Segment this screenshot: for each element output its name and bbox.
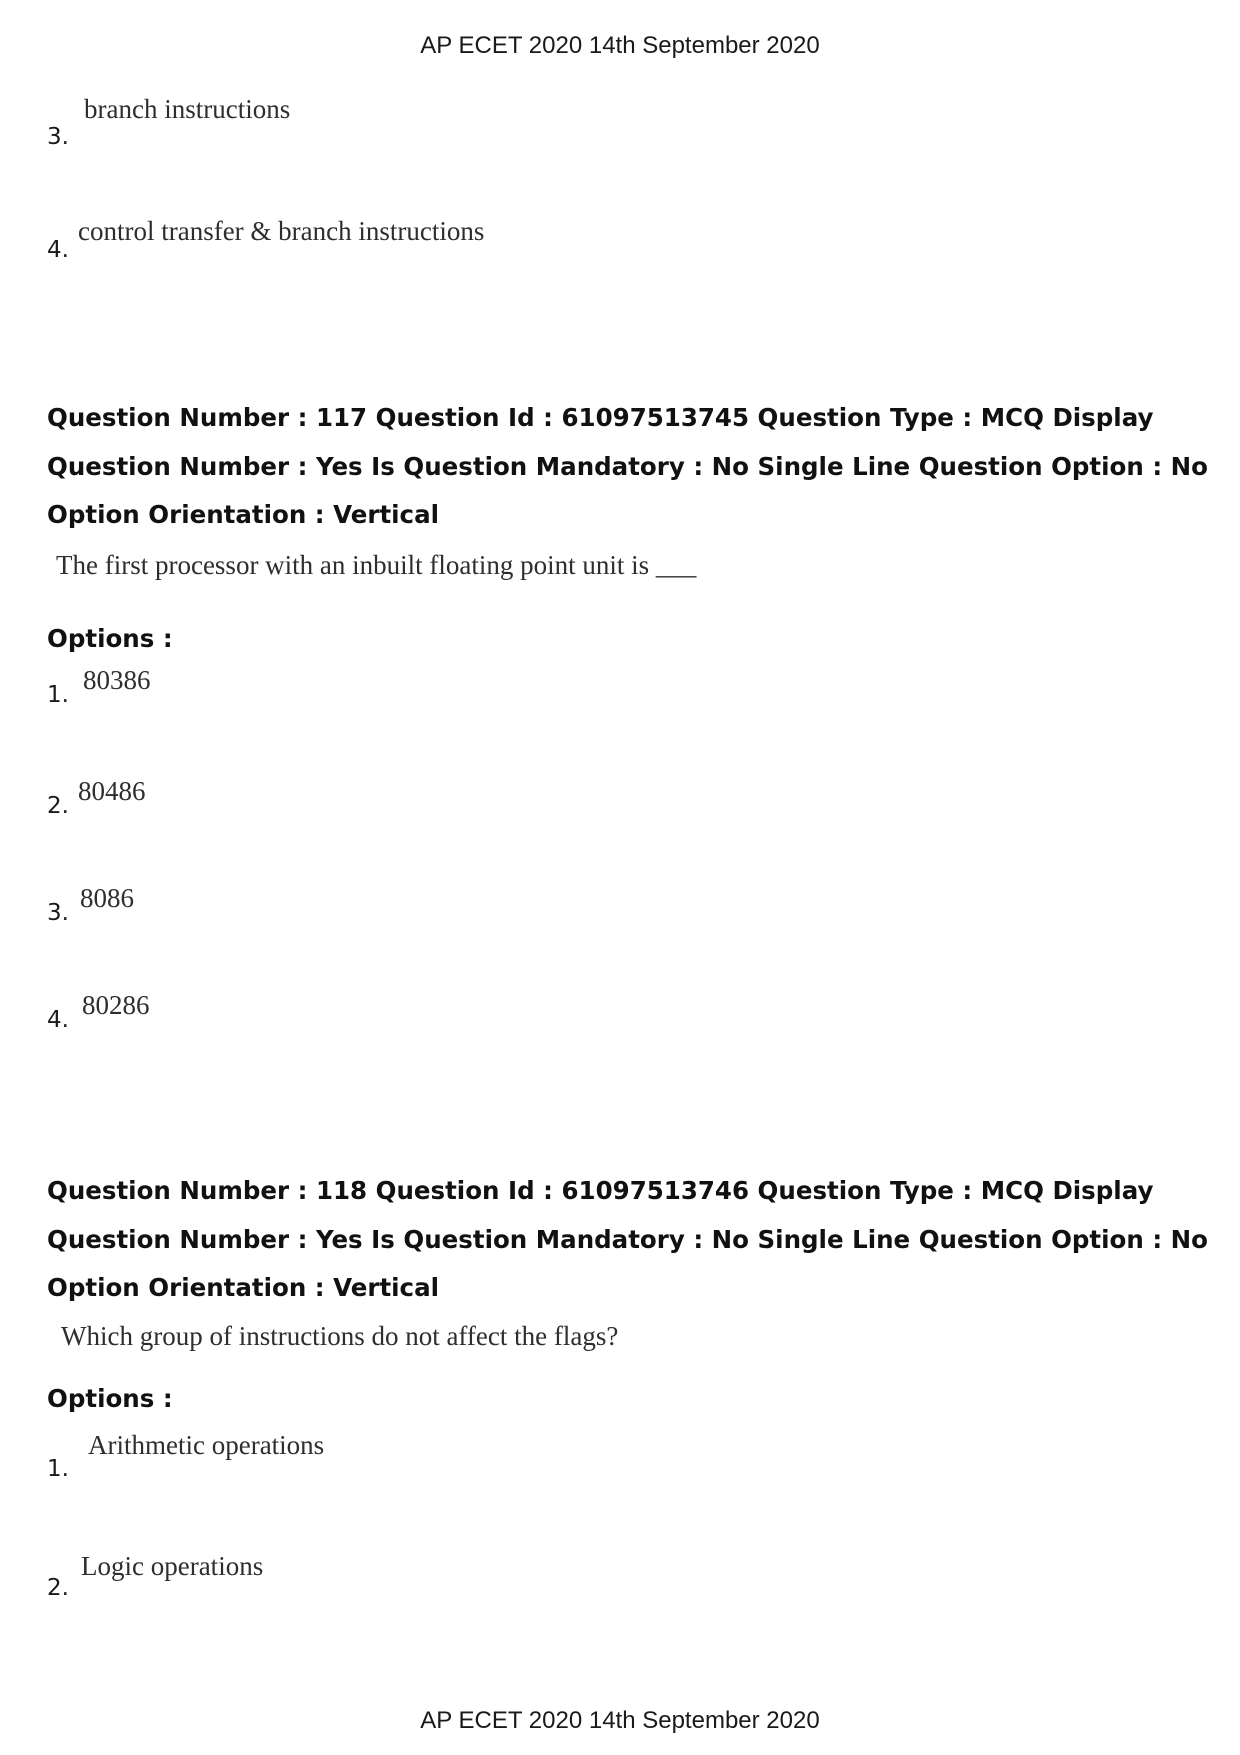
option-text: 8086 — [80, 883, 134, 913]
options-label: Options : — [47, 624, 173, 653]
option-text: Logic operations — [81, 1551, 264, 1581]
page-header: AP ECET 2020 14th September 2020 — [420, 32, 820, 59]
page-footer: AP ECET 2020 14th September 2020 — [420, 1707, 820, 1734]
option-number: 2. — [47, 1575, 69, 1601]
question-meta: Question Number : 117 Question Id : 61097513745 Question Type : MCQ Display Question Number : Yes Is Question Mandatory : No Single Line Question Option : No Option Orientation : Vertical — [47, 403, 1209, 529]
option-text: branch instructions — [84, 94, 291, 124]
option-text: 80386 — [83, 665, 151, 695]
option-text: Arithmetic operations — [88, 1430, 325, 1460]
option-number: 3. — [47, 900, 69, 926]
option-number: 4. — [47, 1007, 69, 1033]
question-text: Which group of instructions do not affect the flags? — [61, 1321, 619, 1351]
option-number: 1. — [47, 1456, 69, 1482]
question-meta: Question Number : 118 Question Id : 61097513746 Question Type : MCQ Display Question Number : Yes Is Question Mandatory : No Single Line Question Option : No Option Orientation : Vertical — [47, 1176, 1209, 1302]
options-label: Options : — [47, 1384, 173, 1413]
option-number: 2. — [47, 793, 69, 819]
option-text: 80286 — [82, 990, 150, 1020]
question-text: The first processor with an inbuilt floating point unit is ___ — [56, 550, 697, 580]
option-number: 1. — [47, 682, 69, 708]
option-number: 4. — [47, 237, 69, 263]
option-text: control transfer & branch instructions — [78, 216, 485, 246]
option-text: 80486 — [78, 776, 146, 806]
option-number: 3. — [47, 124, 69, 150]
